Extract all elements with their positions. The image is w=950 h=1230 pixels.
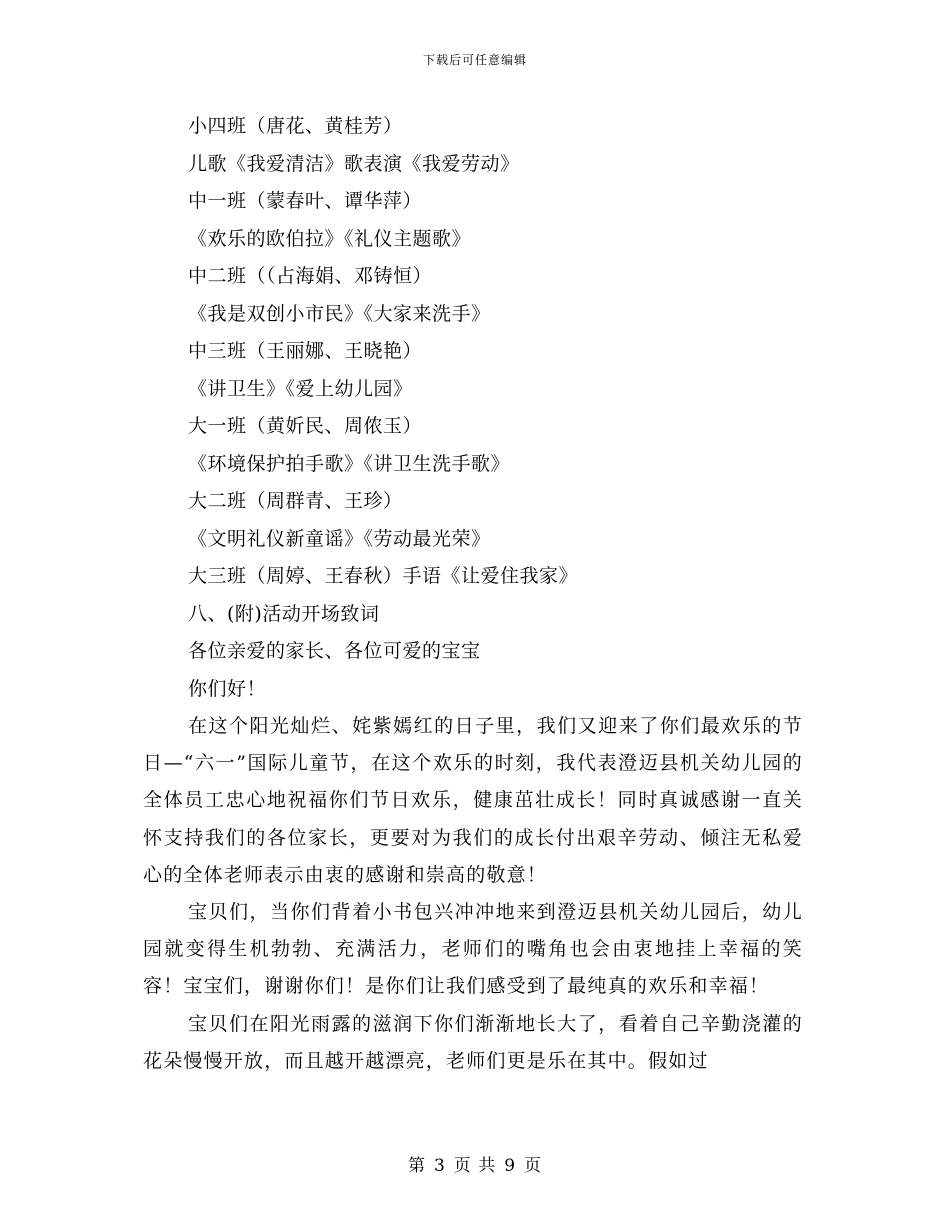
document-body (143, 108, 803, 1080)
footer-middle: 页 共 (453, 1156, 497, 1176)
program-line: 大三班（周婷、王春秋）手语《让爱住我家》 (188, 565, 579, 587)
program-line: 中一班（蒙春叶、谭华萍） (188, 190, 423, 212)
program-line: 《我是双创小市民》《大家来洗手》 (188, 302, 491, 325)
program-line: 大二班（周群青、王珍） (188, 490, 403, 512)
program-line: 《环境保护拍手歌》《讲卫生洗手歌》 (188, 452, 511, 475)
salutation: 各位亲爱的家长、各位可爱的宝宝 (188, 640, 481, 662)
page-footer (0, 1155, 950, 1177)
program-line: 《文明礼仪新童谣》《劳动最光荣》 (188, 527, 491, 550)
page-header: 下载后可任意编辑 (422, 53, 527, 67)
total-page-number: 9 (504, 1156, 517, 1176)
greeting: 你们好！ (188, 677, 267, 700)
body-paragraph: 宝贝们在阳光雨露的滋润下你们渐渐地长大了，看着自己辛勤浇灌的花朵慢慢开放，而且越开越漂亮，老师们更是乐在其中。假如过 (143, 1012, 803, 1072)
program-line: 中三班（王丽娜、王晓艳） (188, 340, 423, 362)
program-line: 中二班（（占海娟、邓铸恒） (188, 265, 433, 287)
current-page-number: 3 (433, 1156, 446, 1176)
program-line: 《讲卫生》《爱上幼儿园》 (188, 377, 413, 400)
section-heading: 八、(附)活动开场致词 (188, 602, 380, 625)
body-paragraph: 在这个阳光灿烂、姹紫嫣红的日子里，我们又迎来了你们最欢乐的节日—“六一”国际儿童节，在这个欢乐的时刻，我代表澄迈县机关幼儿园的全体员工忠心地祝福你们节日欢乐，健康茁壮成长！同时真诚感谢一直关怀支持我们的各位家长，更要对为我们的成长付出艰辛劳动、倾注无私爱心的全体老师表示由衷的感谢和崇高的敬意！ (143, 715, 803, 886)
footer-prefix: 第 (407, 1156, 426, 1176)
program-line: 大一班（黄妡民、周侬玉） (188, 415, 423, 437)
body-paragraph: 宝贝们，当你们背着小书包兴冲冲地来到澄迈县机关幼儿园后，幼儿园就变得生机勃勃、充满活力，老师们的嘴角也会由衷地挂上幸福的笑容！宝宝们，谢谢你们！是你们让我们感受到了最纯真的欢乐和幸福！ (143, 901, 803, 998)
footer-suffix: 页 (524, 1156, 543, 1176)
program-line: 《欢乐的欧伯拉》《礼仪主题歌》 (188, 227, 472, 250)
program-line: 儿歌《我爱清洁》歌表演《我爱劳动》 (188, 152, 520, 175)
program-line: 小四班（唐花、黄桂芳） (188, 115, 403, 137)
